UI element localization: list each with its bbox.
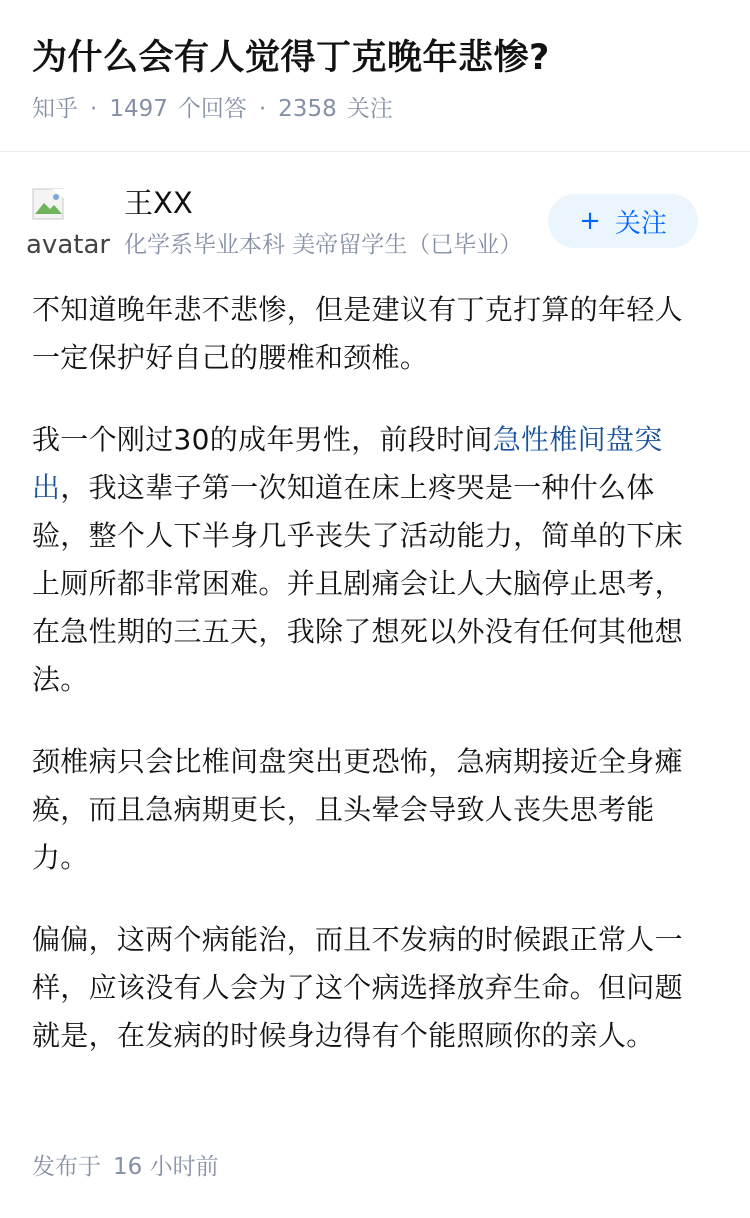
answer-paragraph: 不知道晚年悲不悲惨，但是建议有丁克打算的年轻人一定保护好自己的腰椎和颈椎。: [32, 293, 683, 374]
question-title[interactable]: 为什么会有人觉得丁克晚年悲惨?: [32, 38, 550, 78]
publish-label: 发布于: [32, 1154, 101, 1180]
follow-button-label: 关注: [614, 208, 667, 239]
avatar-alt-text: avatar: [26, 230, 111, 260]
topic-link[interactable]: 急性椎间盘突出: [32, 423, 663, 504]
question-header: [0, 0, 750, 152]
source-label[interactable]: 知乎: [32, 96, 78, 122]
answer-text: ，我这辈子第一次知道在床上疼哭是一种什么体验，整个人下半身几乎丧失了活动能力，简单的下床上厕所都非常困难。并且剧痛会让人大脑停止思考，在急性期的三五天，我除了想死以外没有任何其他想法。: [32, 471, 683, 696]
answer-count-label: 个回答: [177, 96, 247, 122]
separator-dot: ·: [90, 96, 98, 122]
follower-count-label: 关注: [346, 96, 393, 122]
author-info: [124, 182, 524, 262]
avatar[interactable]: [26, 188, 111, 260]
publish-time: [32, 1150, 219, 1184]
answer-content: [32, 286, 700, 1094]
plus-icon: +: [579, 206, 601, 236]
answer-count: 1497: [109, 96, 168, 122]
follow-button[interactable]: [548, 194, 698, 248]
answer-text: 我一个刚过30的成年男性，前段时间: [32, 423, 493, 456]
answer-paragraph: 颈椎病只会比椎间盘突出更恐怖，急病期接近全身瘫痪，而且急病期更长，且头晕会导致人丧失思考能力。: [32, 745, 683, 874]
author-name[interactable]: 王XX: [124, 186, 193, 220]
answer-paragraph: [32, 416, 700, 704]
separator-dot: ·: [258, 96, 267, 122]
answer-paragraph: 偏偏，这两个病能治，而且不发病的时候跟正常人一样，应该没有人会为了这个病选择放弃生命。但问题就是，在发病的时候身边得有个能照顾你的亲人。: [32, 923, 683, 1052]
author-bio: 化学系毕业本科 美帝留学生（已毕业）: [124, 232, 523, 258]
publish-time-value: 16 小时前: [113, 1154, 219, 1180]
broken-image-icon: [32, 188, 66, 222]
follower-count: 2358: [278, 96, 337, 122]
question-meta: [32, 92, 718, 126]
